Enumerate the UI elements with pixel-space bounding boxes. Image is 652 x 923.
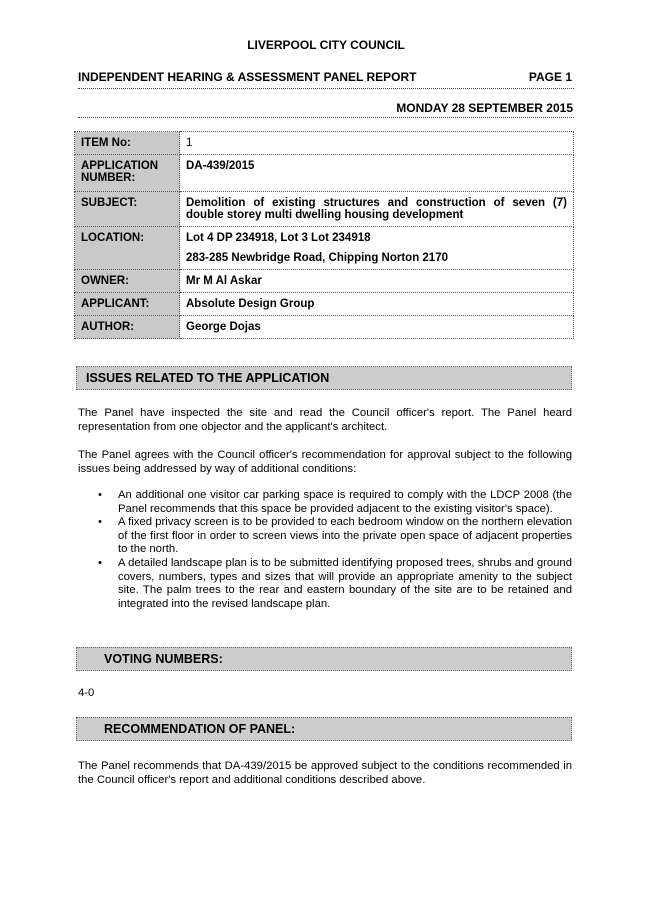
- condition-text: An additional one visitor car parking space is required to comply with the LDCP 2008 (the Panel recommends that this space be provided adjacent to the existing visitor's space).: [118, 489, 572, 515]
- table-row: [75, 192, 574, 227]
- conditions-list: [78, 489, 572, 611]
- author-label: AUTHOR:: [75, 316, 180, 339]
- item-label: ITEM No:: [75, 132, 180, 155]
- item-value: 1: [180, 132, 574, 155]
- voting-result: 4-0: [78, 687, 95, 699]
- bullet-icon: •: [98, 556, 102, 569]
- subject-value: Demolition of existing structures and construction of seven (7) double storey multi dwelling housing development: [180, 192, 574, 227]
- location-value: [180, 227, 574, 270]
- application-value: DA-439/2015: [180, 155, 574, 192]
- condition-text: A fixed privacy screen is to be provided to each bedroom window on the northern elevation of the first floor in order to screen views into the private open space of adjacent properties to the north.: [118, 516, 572, 556]
- applicant-value: Absolute Design Group: [180, 293, 574, 316]
- issues-heading: ISSUES RELATED TO THE APPLICATION: [76, 366, 572, 390]
- header-divider: [78, 88, 574, 89]
- recommendation-heading: RECOMMENDATION OF PANEL:: [76, 717, 572, 741]
- application-details-table: [74, 131, 574, 339]
- report-title: INDEPENDENT HEARING & ASSESSMENT PANEL REPORT: [78, 70, 417, 84]
- list-item: [78, 516, 572, 557]
- location-label: LOCATION:: [75, 227, 180, 270]
- owner-value: Mr M Al Askar: [180, 270, 574, 293]
- page-number: PAGE 1: [528, 70, 572, 84]
- location-address: 283-285 Newbridge Road, Chipping Norton 2170: [186, 252, 448, 264]
- list-item: [78, 557, 572, 611]
- table-row: [75, 293, 574, 316]
- condition-text: A detailed landscape plan is to be submitted identifying proposed trees, shrubs and ground covers, numbers, types and sizes that will provide an appropriate amenity to the subject site. The palm trees to the rear and eastern boundary of the site are to be retained and integrated into the revised landscape plan.: [118, 556, 572, 610]
- application-label: APPLICATION NUMBER:: [75, 155, 180, 192]
- table-row: [75, 270, 574, 293]
- table-row: [75, 316, 574, 339]
- owner-label: OWNER:: [75, 270, 180, 293]
- table-row: [75, 132, 574, 155]
- issues-paragraph-2: The Panel agrees with the Council officer's recommendation for approval subject to the following issues being addressed by way of additional conditions:: [78, 449, 572, 475]
- applicant-label: APPLICANT:: [75, 293, 180, 316]
- meeting-date: MONDAY 28 SEPTEMBER 2015: [396, 101, 573, 115]
- bullet-icon: •: [98, 516, 102, 529]
- author-value: George Dojas: [180, 316, 574, 339]
- issues-paragraph-1: The Panel have inspected the site and read the Council officer's report. The Panel heard representation from one objector and the applicant's architect.: [78, 407, 572, 433]
- recommendation-text: The Panel recommends that DA-439/2015 be approved subject to the conditions recommended in the Council officer's report and additional conditions described above.: [78, 760, 572, 786]
- location-lot: Lot 4 DP 234918, Lot 3 Lot 234918: [186, 232, 371, 244]
- subject-label: SUBJECT:: [75, 192, 180, 227]
- list-item: [78, 489, 572, 516]
- bullet-icon: •: [98, 489, 102, 501]
- table-row: [75, 227, 574, 270]
- council-name: LIVERPOOL CITY COUNCIL: [247, 38, 405, 52]
- table-row: [75, 155, 574, 192]
- date-divider: [78, 117, 574, 118]
- voting-heading: VOTING NUMBERS:: [76, 647, 572, 671]
